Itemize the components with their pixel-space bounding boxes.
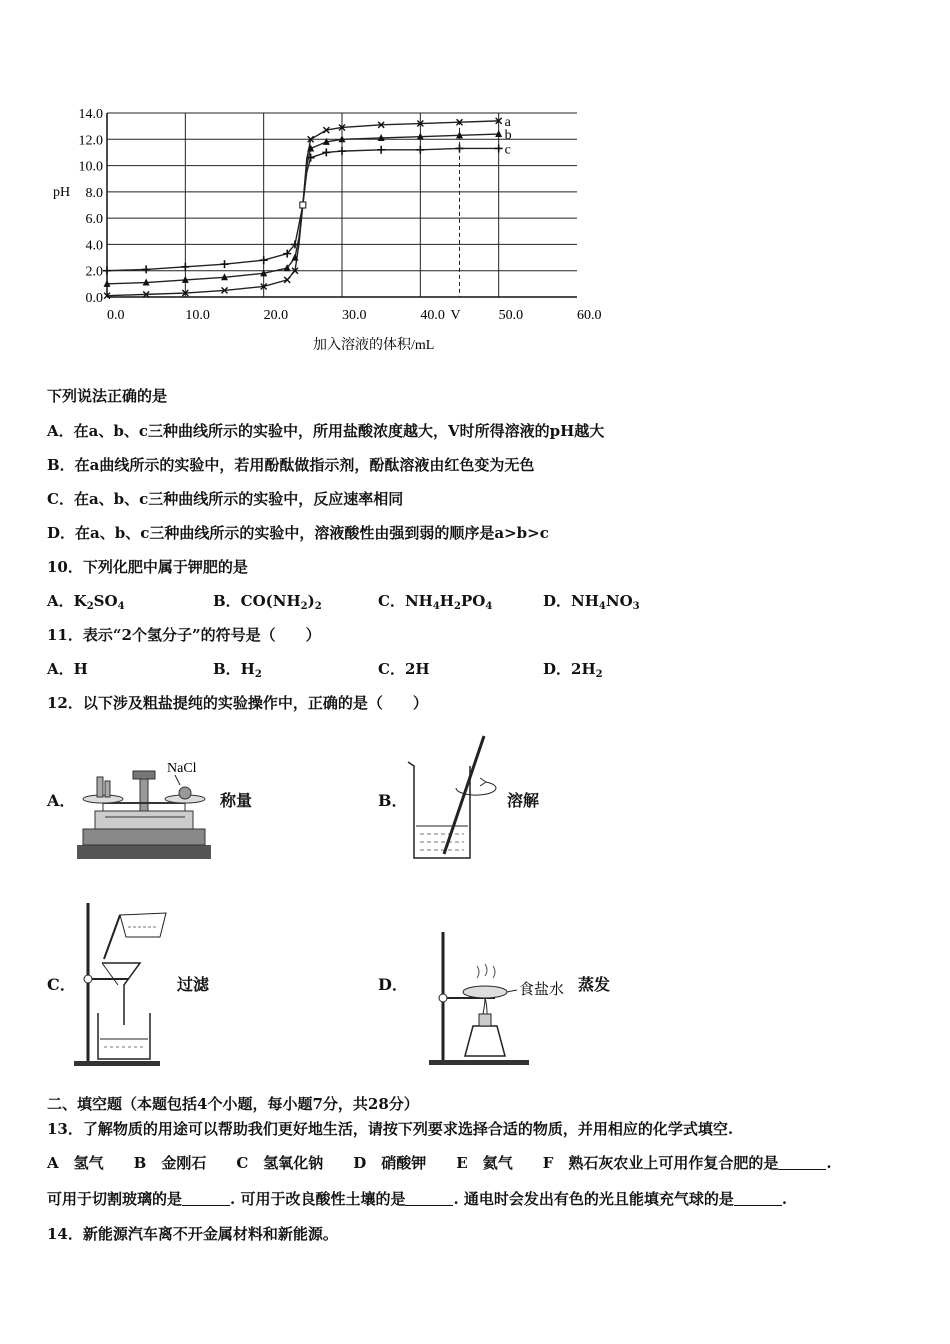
beaker-dissolve-illustration — [400, 730, 500, 865]
q12-c-label: 过滤 — [177, 975, 210, 994]
q10-stem: 10．下列化肥中属于钾肥的是 — [47, 558, 248, 576]
q9-option-a: A．在a、b、c三种曲线所示的实验中，所用盐酸浓度越大，V时所得溶液的pH越大 — [47, 422, 605, 440]
q14-stem: 14．新能源汽车离不开金属材料和新能源。 — [47, 1225, 338, 1243]
q9-option-b: B．在a曲线所示的实验中，若用酚酞做指示剂，酚酞溶液由红色变为无色 — [47, 456, 535, 474]
x-tick-label: V — [450, 308, 461, 323]
point-c — [456, 144, 464, 152]
q11-option-a: A．H — [47, 660, 88, 678]
equivalence-point — [300, 202, 306, 208]
evaporation-illustration — [425, 928, 585, 1068]
series-label-a: a — [504, 114, 511, 130]
q10-option-a: A．$K_2SO_4$ — [47, 592, 125, 612]
point-c — [103, 267, 111, 275]
q11-stem: 11．表示“2个氢分子”的符号是（ ） — [47, 626, 321, 644]
q13-stem: 13．了解物质的用途可以帮助我们更好地生活，请按下列要求选择合适的物质，并用相应的化学式填空. — [47, 1120, 734, 1138]
answer-blank-1[interactable] — [778, 1155, 826, 1170]
point-c — [322, 148, 330, 156]
q10-option-c: C．$NH_4H_2PO_4$ — [378, 592, 493, 612]
q12-c-letter: C． — [47, 975, 76, 994]
answer-blank-4[interactable] — [734, 1191, 782, 1206]
y-tick-label: 14.0 — [78, 107, 103, 122]
series-line-b — [107, 134, 499, 284]
y-tick-label: 0.0 — [85, 291, 103, 306]
x-tick-label: 60.0 — [577, 308, 602, 323]
x-tick-label: 0.0 — [107, 308, 125, 323]
ph-titration-chart — [45, 95, 615, 360]
q10-option-b: B．$CO(NH_2)_2$ — [213, 592, 322, 612]
x-axis-label: 加入溶液的体积/mL — [313, 338, 435, 353]
y-tick-label: 10.0 — [78, 159, 103, 175]
point-c — [221, 260, 229, 268]
q11-option-d: D．$2H_2$ — [543, 660, 603, 680]
point-c — [181, 263, 189, 271]
q10-option-d: D．$NH_4NO_3$ — [543, 592, 640, 612]
point-c — [260, 256, 268, 264]
y-axis-label: pH — [53, 185, 71, 200]
answer-blank-2[interactable] — [182, 1191, 230, 1206]
y-tick-label: 8.0 — [85, 185, 103, 201]
y-tick-label: 2.0 — [85, 264, 103, 280]
point-c — [338, 147, 346, 155]
q12-a-label: 称量 — [220, 791, 253, 810]
q11-option-b: B．$H_2$ — [213, 660, 262, 680]
y-tick-label: 4.0 — [85, 238, 103, 254]
x-tick-label: 10.0 — [185, 308, 210, 323]
q12-b-label: 溶解 — [507, 791, 540, 810]
q9-option-c: C．在a、b、c三种曲线所示的实验中，反应速率相同 — [47, 490, 404, 508]
balance-scale-illustration — [75, 755, 215, 865]
nacl-tag: NaCl — [167, 761, 197, 776]
series-label-c: c — [504, 142, 511, 158]
x-tick-label: 30.0 — [342, 308, 367, 323]
point-c — [495, 144, 503, 152]
answer-blank-3[interactable] — [405, 1191, 453, 1206]
series-label-b: b — [504, 128, 512, 144]
q9-option-d: D．在a、b、c三种曲线所示的实验中，溶液酸性由强到弱的顺序是a>b>c — [47, 524, 549, 542]
section-title: 二、填空题（本题包括4个小题，每小题7分，共28分） — [47, 1095, 419, 1113]
x-tick-label: 50.0 — [498, 308, 524, 323]
x-tick-label: 40.0 — [420, 308, 445, 323]
x-tick-label: 20.0 — [263, 308, 289, 323]
y-tick-label: 12.0 — [78, 133, 103, 149]
point-c — [377, 146, 385, 154]
salt-water-tag: 食盐水 — [519, 982, 565, 998]
q12-d-label: 蒸发 — [578, 975, 611, 994]
y-tick-label: 6.0 — [85, 212, 103, 228]
filtration-illustration — [68, 895, 173, 1070]
q12-b-letter: B． — [378, 791, 408, 810]
point-c — [142, 265, 150, 273]
q12-stem: 12．以下涉及粗盐提纯的实验操作中，正确的是（ ） — [47, 694, 428, 712]
q11-option-c: C．2H — [378, 660, 430, 678]
q13-line2: 可用于切割玻璃的是 . 可用于改良酸性土壤的是 . 通电时会发出有色的光且能填充气球的是 . — [47, 1190, 788, 1208]
q13-choices: A 氢气 B 金刚石 C 氢氧化钠 D 硝酸钾 E 氦气 F 熟石灰农业上可用作复合肥的是 . — [47, 1154, 832, 1172]
point-c — [416, 146, 424, 154]
q12-a-letter: A． — [47, 791, 76, 810]
q12-d-letter: D． — [378, 975, 408, 994]
q9-stem: 下列说法正确的是 — [47, 387, 168, 405]
